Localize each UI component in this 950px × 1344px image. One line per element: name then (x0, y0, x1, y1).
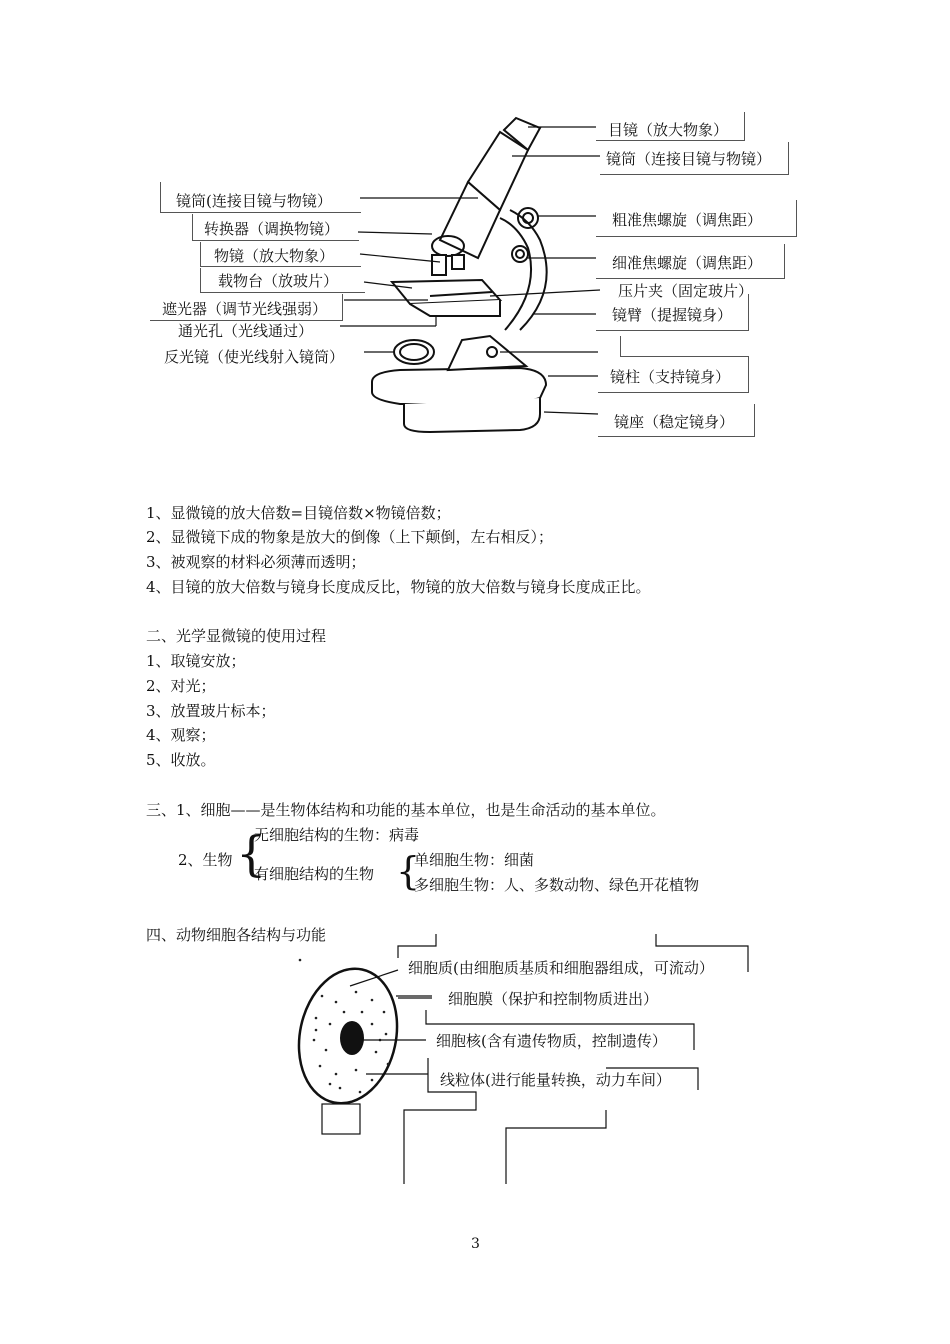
label-diaphragm: 遮光器（调节光线强弱） (162, 300, 328, 318)
label-stage-clip: 压片夹（固定玻片） (618, 282, 754, 300)
label-tube-left: 镜筒(连接目镜与物镜） (176, 192, 332, 210)
label-mitochondria: 线粒体(进行能量转换，动力车间） (440, 1071, 671, 1089)
brace-organism: { (236, 826, 267, 882)
label-stage: 载物台（放玻片） (218, 272, 339, 290)
step-3: 3、放置玻片标本； (146, 702, 276, 720)
non-cellular: 无细胞结构的生物：病毒 (254, 826, 420, 844)
label-tube-right: 镜筒（连接目镜与物镜） (606, 150, 772, 168)
multicellular: 多细胞生物：人、多数动物、绿色开花植物 (414, 876, 700, 894)
fact-2: 2、显微镜下成的物象是放大的倒像（上下颠倒，左右相反）； (146, 528, 554, 546)
organism-label: 2、生物 (178, 851, 233, 869)
label-arm: 镜臂（提握镜身） (612, 306, 733, 324)
fact-4: 4、目镜的放大倍数与镜身长度成反比，物镜的放大倍数与镜身长度成正比。 (146, 578, 651, 596)
step-4: 4、观察； (146, 726, 216, 744)
fact-1: 1、显微镜的放大倍数=目镜倍数×物镜倍数； (146, 504, 451, 522)
step-1: 1、取镜安放； (146, 652, 246, 670)
step-5: 5、收放。 (146, 751, 216, 769)
label-eyepiece: 目镜（放大物象） (608, 121, 729, 139)
label-cytoplasm: 细胞质(由细胞质基质和细胞器组成，可流动） (408, 959, 714, 977)
unicellular: 单细胞生物：细菌 (414, 851, 535, 869)
section-4-title: 四、动物细胞各结构与功能 (146, 926, 327, 944)
label-aperture: 通光孔（光线通过） (178, 322, 314, 340)
label-base: 镜座（稳定镜身） (614, 413, 735, 431)
page-number: 3 (471, 1236, 480, 1252)
section-2-title: 二、光学显微镜的使用过程 (146, 627, 327, 645)
cellular: 有细胞结构的生物 (254, 865, 375, 883)
label-cell-membrane: 细胞膜（保护和控制物质进出） (448, 990, 659, 1008)
label-objective: 物镜（放大物象） (214, 247, 335, 265)
label-coarse-focus: 粗准焦螺旋（调焦距） (612, 211, 763, 229)
brace-cellular: { (396, 849, 421, 893)
label-nucleus: 细胞核(含有遗传物质，控制遗传） (436, 1032, 667, 1050)
label-fine-focus: 细准焦螺旋（调焦距） (612, 254, 763, 272)
label-revolver: 转换器（调换物镜） (204, 220, 340, 238)
section-3-line1: 三、1、细胞——是生物体结构和功能的基本单位，也是生命活动的基本单位。 (146, 801, 666, 819)
fact-3: 3、被观察的材料必须薄而透明； (146, 553, 366, 571)
label-pillar: 镜柱（支持镜身） (610, 368, 731, 386)
label-mirror: 反光镜（使光线射入镜筒） (164, 348, 345, 366)
step-2: 2、对光； (146, 677, 216, 695)
